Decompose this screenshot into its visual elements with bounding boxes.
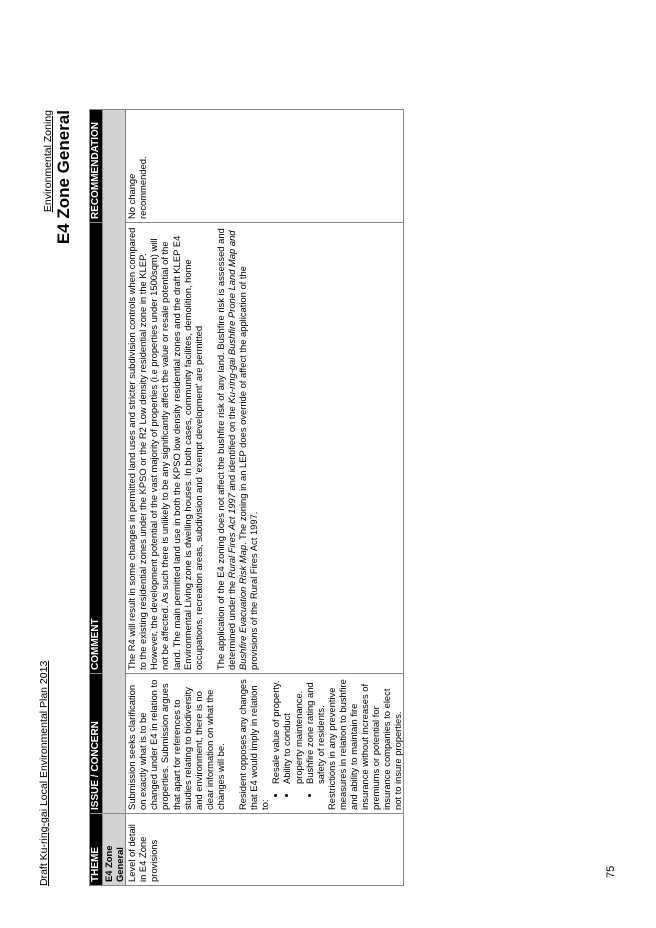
- comment-text: . The zoning in an LEP does override of affect the application of the provisions of the Rural Fires Act 1997.: [237, 266, 260, 670]
- comment-paragraph: [215, 226, 259, 670]
- page-number: 75: [605, 865, 617, 878]
- issue-paragraph: Submission seeks clarification on exactly what is to be changed under E4 in relation to properties. Submission argues that apart for references to studies relating to biodiversity and environment, there is no clear information on what the changes will be.: [126, 679, 226, 810]
- comment-italic-text: Rural Fires Act 1997: [225, 493, 237, 579]
- column-header-issue: ISSUE / CONCERN: [90, 674, 103, 814]
- comment-paragraph: The R4 will result in some changes in permitted land uses and stricter subdivision controls when compared to the existing residential zones under the KPSO or the R2 Low density residential zone in the KLEP. However, the development potential of the vast majority of properties (i.e properties under 1500sqm) will not be affected. As such there is unlikely to be any significantly affect the value or resale potential of the land. The main permitted land use in both the KPSO low density residential zones and the draft KLEP E4 Environmental Living zone is dwelling houses. In both cases, community facilites, demolition, home occupations, recreation areas, subdivision and ‘exempt development’ are permitted: [126, 227, 204, 670]
- list-item: • Bushfire zone rating and safety of residents.: [304, 677, 326, 784]
- table-group-row: [103, 110, 126, 886]
- group-row-fill: [103, 110, 126, 814]
- column-header-comment: COMMENT: [90, 223, 103, 674]
- zone-heading: E4 Zone General: [54, 110, 73, 245]
- comment-text: and identified on the: [225, 403, 237, 494]
- comment-italic-text: Ku-ring-gai Bushfire Prone Land Map and Bushfire Evacuation Risk Map: [225, 230, 249, 670]
- submissions-table: [89, 109, 404, 886]
- issue-bullet-list: [270, 677, 325, 810]
- column-header-theme: THEME: [90, 814, 103, 886]
- issue-paragraph: Resident opposes any changes that E4 would imply in relation to:: [237, 679, 271, 810]
- comment-text: The application of the E4 zoning does not affect the bushfire risk of any land. Bushfire risk is assessed and determined under the: [214, 228, 237, 670]
- document-title: Draft Ku-ring-gai Local Environmental Plan 2013: [38, 660, 50, 886]
- comment-cell: [126, 223, 404, 674]
- recommendation-cell: No change recommended.: [126, 110, 404, 223]
- issue-paragraph: Restrictions in any preventive measures in relation to bushfire and ability to maintain fire insurance without increases of premiums or potential for insurance companies to elect not to insure properties.: [325, 679, 404, 810]
- theme-cell: Level of detail in E4 Zone provisions: [126, 814, 404, 886]
- issue-cell: [126, 674, 404, 814]
- table-row: [126, 110, 404, 886]
- table-header-row: [90, 110, 103, 886]
- list-item: • Resale value of property.: [270, 677, 281, 784]
- column-header-recommendation: RECOMMENDATION: [90, 110, 103, 223]
- section-title: Environmental Zoning: [42, 110, 54, 213]
- list-item: • Ability to conduct property maintenance.: [281, 677, 303, 784]
- group-label: E4 Zone General: [103, 814, 126, 886]
